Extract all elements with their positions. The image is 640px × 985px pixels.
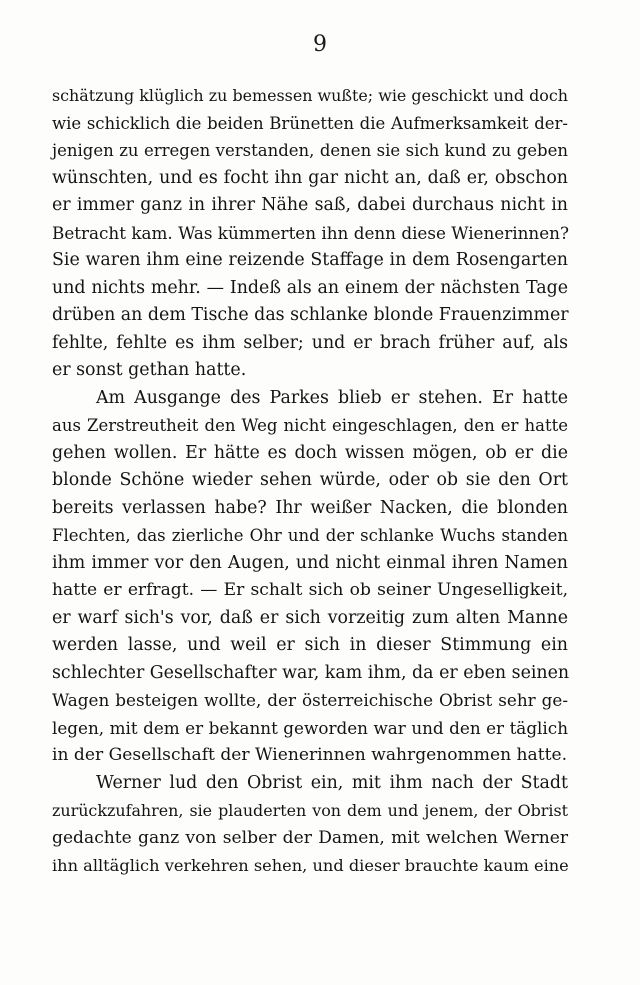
text-line: gehen wollen. Er hätte es doch wissen mögen, ob er die xyxy=(52,442,568,463)
body-text xyxy=(52,82,568,880)
text-line: drüben an dem Tische das schlanke blonde Frauenzimmer xyxy=(52,305,569,325)
text-line: ihm immer vor den Augen, und nicht einmal ihren Namen xyxy=(52,552,568,573)
text-line: wünschten, und es focht ihn gar nicht an, daß er, obschon xyxy=(52,167,568,188)
text-line: er immer ganz in ihrer Nähe saß, dabei durchaus nicht in xyxy=(52,195,568,215)
text-line: schätzung klüglich zu bemessen wußte; wie geschickt und doch xyxy=(52,86,568,105)
text-line: fehlte, fehlte es ihm selber; und er brach früher auf, als xyxy=(52,332,568,353)
text-line: Am Ausgange des Parkes blieb er stehen. Er hatte xyxy=(96,387,568,408)
text-line: und nichts mehr. — Indeß als an einem der nächsten Tage xyxy=(52,277,568,298)
page-number: 9 xyxy=(313,32,327,57)
paragraph xyxy=(52,385,568,770)
text-line: wie schicklich die beiden Brünetten die Aufmerksamkeit der- xyxy=(52,113,568,133)
text-line: schlechter Gesellschafter war, kam ihm, da er eben seinen xyxy=(52,662,570,683)
text-line: aus Zerstreutheit den Weg nicht eingeschlagen, den er hatte xyxy=(52,416,568,435)
text-line: er warf sich's vor, daß er sich vorzeitig zum alten Manne xyxy=(52,607,568,628)
text-line: werden lasse, und weil er sich in dieser Stimmung ein xyxy=(52,635,568,655)
text-line: ihn alltäglich verkehren sehen, und dieser brauchte kaum eine xyxy=(52,856,569,875)
text-line: hatte er erfragt. — Er schalt sich ob seiner Ungeselligkeit, xyxy=(52,580,568,600)
text-line: Sie waren ihm eine reizende Staffage in dem Rosengarten xyxy=(52,250,568,270)
text-line: gedachte ganz von selber der Damen, mit welchen Werner xyxy=(52,827,568,848)
text-line: jenigen zu erregen verstanden, denen sie sich kund zu geben xyxy=(52,141,568,160)
text-line: in der Gesellschaft der Wienerinnen wahrgenommen hatte. xyxy=(52,745,568,765)
text-line: Werner lud den Obrist ein, mit ihm nach der Stadt xyxy=(96,772,568,793)
paragraph xyxy=(52,82,568,385)
text-line: zurückzufahren, sie plauderten von dem und jenem, der Obrist xyxy=(52,801,568,820)
text-line: bereits verlassen habe? Ihr weißer Nacken, die blonden xyxy=(52,497,568,518)
text-line: blonde Schöne wieder sehen würde, oder ob sie den Ort xyxy=(52,470,568,490)
text-line: er sonst gethan hatte. xyxy=(52,360,247,380)
text-line: Flechten, das zierliche Ohr und der schlanke Wuchs standen xyxy=(52,526,568,545)
text-line: Wagen besteigen wollte, der österreichische Obrist sehr ge- xyxy=(52,690,568,710)
text-line: Betracht kam. Was kümmerten ihn denn diese Wienerinnen? xyxy=(52,222,569,243)
paragraph xyxy=(52,770,568,880)
text-line: legen, mit dem er bekannt geworden war und den er täglich xyxy=(52,717,568,738)
